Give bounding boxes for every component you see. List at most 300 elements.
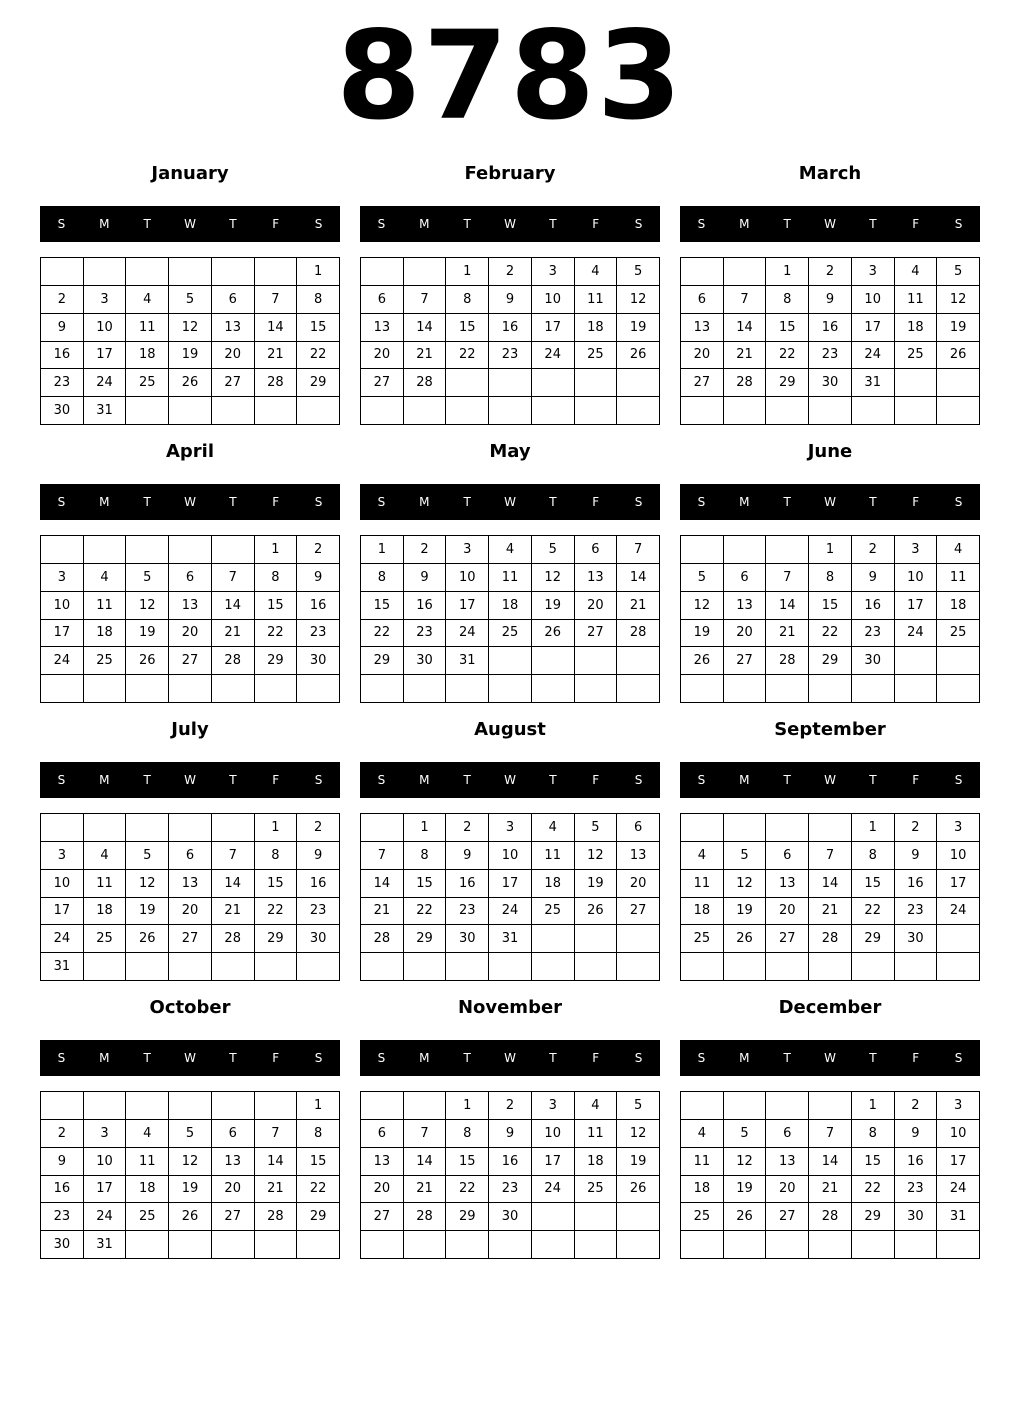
weekday-header [360,1040,660,1076]
day-cell: 11 [489,564,532,592]
day-cell: 25 [126,369,169,397]
weekday-label: T [463,773,471,787]
day-cell: 22 [361,620,404,648]
day-cell [681,397,724,425]
day-cell: 8 [809,564,852,592]
day-cell: 22 [297,1176,340,1204]
day-grid [360,257,660,425]
day-cell: 1 [297,1092,340,1120]
weekday-label: S [314,495,323,509]
day-cell [297,953,340,981]
day-cell: 3 [489,814,532,842]
day-cell: 19 [169,342,212,370]
day-cell [937,647,980,675]
day-cell: 11 [84,592,127,620]
day-cell: 3 [532,258,575,286]
month-name: April [165,441,215,462]
day-cell: 25 [489,620,532,648]
weekday-label: S [57,1051,66,1065]
day-cell: 8 [446,1120,489,1148]
weekday-label: T [229,217,237,231]
weekday-label: F [272,773,280,787]
day-cell [361,1092,404,1120]
day-cell: 14 [766,592,809,620]
month-name: January [151,163,229,184]
day-cell: 6 [575,536,618,564]
day-cell: 6 [724,564,767,592]
day-cell: 19 [126,898,169,926]
day-cell: 13 [724,592,767,620]
day-cell [84,953,127,981]
day-cell [575,925,618,953]
day-cell: 4 [681,1120,724,1148]
day-cell: 1 [852,1092,895,1120]
day-cell: 14 [809,1148,852,1176]
day-grid [680,535,980,703]
day-cell [489,647,532,675]
day-cell: 2 [895,814,938,842]
weekday-header [680,206,980,242]
weekday-label: F [272,217,280,231]
day-cell: 29 [297,369,340,397]
weekday-label: S [697,217,706,231]
day-cell: 26 [532,620,575,648]
weekday-label: T [463,495,471,509]
day-cell [724,1092,767,1120]
day-cell [724,1231,767,1259]
day-cell: 22 [297,342,340,370]
day-cell: 11 [937,564,980,592]
month-name: May [489,441,531,462]
day-cell: 24 [937,898,980,926]
day-cell: 12 [532,564,575,592]
day-cell: 17 [532,314,575,342]
day-cell: 12 [575,842,618,870]
day-cell: 1 [404,814,447,842]
day-cell: 29 [446,1203,489,1231]
day-cell: 6 [169,564,212,592]
day-cell [724,397,767,425]
day-cell: 2 [41,286,84,314]
day-cell: 17 [489,870,532,898]
day-cell: 9 [895,1120,938,1148]
day-cell: 9 [489,1120,532,1148]
weekday-label: T [229,1051,237,1065]
day-cell: 1 [852,814,895,842]
month-name: July [171,719,209,740]
day-cell [617,369,660,397]
day-cell: 8 [852,842,895,870]
day-cell: 9 [297,564,340,592]
day-cell: 17 [937,1148,980,1176]
day-cell: 20 [575,592,618,620]
day-cell [895,369,938,397]
day-grid [40,813,340,981]
day-cell: 10 [41,592,84,620]
day-cell: 16 [895,1148,938,1176]
day-cell: 6 [766,1120,809,1148]
weekday-header [360,762,660,798]
day-cell: 16 [404,592,447,620]
weekday-label: M [739,495,750,509]
day-cell: 18 [84,898,127,926]
day-cell: 7 [404,286,447,314]
day-cell [84,536,127,564]
weekday-label: W [504,773,516,787]
day-cell: 11 [681,870,724,898]
day-cell: 15 [255,870,298,898]
day-cell [937,953,980,981]
weekday-label: T [783,1051,791,1065]
day-cell [809,953,852,981]
day-cell [446,953,489,981]
day-cell [681,953,724,981]
day-cell: 25 [532,898,575,926]
day-cell: 16 [41,1176,84,1204]
day-cell: 2 [297,814,340,842]
weekday-label: S [697,773,706,787]
day-cell: 9 [41,1148,84,1176]
day-cell: 7 [255,1120,298,1148]
day-cell: 17 [852,314,895,342]
day-cell: 20 [212,1176,255,1204]
day-cell: 12 [617,286,660,314]
weekday-label: T [783,217,791,231]
month-name: June [807,441,853,462]
day-cell [575,369,618,397]
day-cell: 21 [404,342,447,370]
day-cell [937,369,980,397]
weekday-label: S [314,217,323,231]
day-cell: 4 [575,1092,618,1120]
day-cell: 21 [809,1176,852,1204]
day-cell: 12 [724,870,767,898]
day-cell [255,1092,298,1120]
day-cell [169,1231,212,1259]
day-cell: 1 [297,258,340,286]
day-cell: 23 [41,369,84,397]
day-cell [361,397,404,425]
weekday-label: S [377,773,386,787]
day-cell: 10 [41,870,84,898]
day-cell: 21 [404,1176,447,1204]
day-cell: 22 [809,620,852,648]
day-cell [255,397,298,425]
day-cell: 17 [532,1148,575,1176]
day-cell: 23 [895,898,938,926]
day-cell: 3 [532,1092,575,1120]
day-cell [617,953,660,981]
weekday-label: W [504,217,516,231]
day-cell: 1 [255,536,298,564]
day-cell [724,258,767,286]
day-cell [681,675,724,703]
day-cell: 24 [895,620,938,648]
day-cell: 5 [169,1120,212,1148]
day-cell: 2 [809,258,852,286]
day-cell: 21 [361,898,404,926]
day-cell: 9 [809,286,852,314]
day-cell [126,814,169,842]
day-grid [680,813,980,981]
day-cell [84,1092,127,1120]
day-cell: 11 [575,286,618,314]
day-cell: 15 [852,870,895,898]
day-cell [212,258,255,286]
day-cell: 18 [575,1148,618,1176]
day-cell [297,675,340,703]
day-grid [360,535,660,703]
day-cell [212,675,255,703]
day-cell [575,953,618,981]
day-cell: 7 [361,842,404,870]
weekday-header [360,484,660,520]
day-cell: 10 [84,1148,127,1176]
day-cell: 21 [255,1176,298,1204]
day-cell: 22 [255,620,298,648]
day-cell [532,397,575,425]
weekday-header [40,762,340,798]
day-cell: 24 [489,898,532,926]
weekday-label: W [824,217,836,231]
day-cell [84,814,127,842]
weekday-label: S [697,495,706,509]
day-cell [255,1231,298,1259]
weekday-header [40,484,340,520]
day-cell: 16 [809,314,852,342]
day-cell: 20 [212,342,255,370]
day-cell: 22 [446,1176,489,1204]
day-cell: 28 [809,925,852,953]
day-cell: 28 [255,1203,298,1231]
day-cell [532,1231,575,1259]
day-cell: 15 [446,314,489,342]
day-cell: 15 [404,870,447,898]
weekday-label: T [143,773,151,787]
day-cell: 19 [617,1148,660,1176]
day-cell: 13 [766,1148,809,1176]
day-cell [169,258,212,286]
day-cell: 16 [852,592,895,620]
day-cell: 7 [724,286,767,314]
year-title: 8783 [336,5,684,147]
day-cell [41,675,84,703]
day-cell: 30 [852,647,895,675]
day-cell [297,1231,340,1259]
day-cell: 24 [446,620,489,648]
day-cell [489,1231,532,1259]
day-cell: 30 [446,925,489,953]
weekday-label: T [869,495,877,509]
weekday-label: S [954,495,963,509]
day-cell: 23 [489,1176,532,1204]
weekday-label: W [504,1051,516,1065]
day-cell [852,675,895,703]
day-cell: 21 [617,592,660,620]
weekday-header [680,484,980,520]
day-cell: 8 [446,286,489,314]
weekday-label: S [954,1051,963,1065]
day-cell: 10 [532,286,575,314]
day-cell: 13 [169,870,212,898]
day-cell [724,953,767,981]
day-cell: 28 [809,1203,852,1231]
day-cell [532,675,575,703]
day-cell: 8 [361,564,404,592]
day-cell: 16 [446,870,489,898]
day-cell [126,675,169,703]
day-cell: 6 [361,1120,404,1148]
day-cell: 29 [809,647,852,675]
weekday-label: M [739,773,750,787]
day-cell: 21 [255,342,298,370]
day-cell: 12 [724,1148,767,1176]
day-cell: 15 [255,592,298,620]
weekday-label: M [99,773,110,787]
day-cell: 28 [212,647,255,675]
day-cell: 29 [404,925,447,953]
day-cell [84,675,127,703]
day-cell: 10 [852,286,895,314]
day-cell: 6 [169,842,212,870]
weekday-label: S [314,1051,323,1065]
day-cell: 13 [361,314,404,342]
day-cell [169,675,212,703]
day-cell: 12 [937,286,980,314]
day-cell: 8 [255,564,298,592]
day-cell: 2 [895,1092,938,1120]
day-cell: 3 [84,1120,127,1148]
day-cell: 27 [169,647,212,675]
day-cell: 5 [724,1120,767,1148]
weekday-label: T [783,495,791,509]
day-cell: 15 [766,314,809,342]
day-cell [212,1231,255,1259]
day-cell [937,1231,980,1259]
day-cell: 5 [575,814,618,842]
day-cell: 18 [895,314,938,342]
weekday-label: F [272,1051,280,1065]
day-cell [84,258,127,286]
day-cell [126,1092,169,1120]
weekday-label: W [184,495,196,509]
day-cell [852,397,895,425]
day-cell: 24 [84,369,127,397]
day-cell: 13 [169,592,212,620]
day-cell: 8 [297,1120,340,1148]
weekday-label: T [143,217,151,231]
day-cell [212,814,255,842]
day-cell [575,1203,618,1231]
day-cell: 19 [937,314,980,342]
day-cell: 25 [937,620,980,648]
day-cell: 28 [404,1203,447,1231]
day-cell: 3 [937,1092,980,1120]
day-cell: 7 [809,1120,852,1148]
day-cell: 4 [681,842,724,870]
day-cell: 11 [126,1148,169,1176]
day-cell: 2 [489,1092,532,1120]
day-cell: 21 [724,342,767,370]
day-cell: 15 [809,592,852,620]
day-cell [361,953,404,981]
weekday-label: F [592,495,600,509]
day-cell: 22 [852,1176,895,1204]
day-cell: 19 [724,1176,767,1204]
weekday-label: S [57,773,66,787]
day-cell [212,953,255,981]
day-cell: 24 [852,342,895,370]
day-cell [575,1231,618,1259]
day-cell: 2 [446,814,489,842]
day-cell [681,536,724,564]
day-cell: 19 [532,592,575,620]
day-cell [489,675,532,703]
day-cell: 18 [532,870,575,898]
weekday-label: S [954,773,963,787]
day-cell: 14 [212,592,255,620]
weekday-label: F [592,773,600,787]
weekday-label: T [549,217,557,231]
day-cell: 24 [84,1203,127,1231]
day-cell: 2 [489,258,532,286]
day-cell [361,814,404,842]
day-cell: 18 [126,342,169,370]
day-cell: 21 [212,898,255,926]
day-cell: 11 [84,870,127,898]
day-cell: 27 [169,925,212,953]
day-cell: 27 [766,925,809,953]
day-cell: 26 [169,1203,212,1231]
day-cell: 26 [617,342,660,370]
day-cell [297,397,340,425]
day-cell: 11 [895,286,938,314]
day-cell: 30 [895,1203,938,1231]
day-cell: 31 [41,953,84,981]
weekday-label: F [912,217,920,231]
day-cell: 1 [766,258,809,286]
day-cell [489,953,532,981]
day-cell: 5 [681,564,724,592]
day-cell: 10 [532,1120,575,1148]
weekday-label: S [634,1051,643,1065]
day-cell: 17 [41,898,84,926]
day-cell: 14 [255,314,298,342]
day-cell: 4 [84,842,127,870]
day-cell: 13 [212,314,255,342]
day-cell [937,675,980,703]
day-cell: 29 [852,925,895,953]
day-cell: 14 [724,314,767,342]
day-cell: 5 [617,258,660,286]
day-cell: 7 [617,536,660,564]
weekday-label: S [377,1051,386,1065]
day-cell: 17 [937,870,980,898]
day-cell: 17 [84,342,127,370]
day-cell: 23 [489,342,532,370]
day-cell: 20 [361,1176,404,1204]
weekday-label: T [229,495,237,509]
day-cell: 8 [404,842,447,870]
weekday-label: W [504,495,516,509]
day-cell: 26 [126,925,169,953]
day-cell: 10 [84,314,127,342]
day-cell: 4 [937,536,980,564]
day-cell: 6 [766,842,809,870]
day-cell [809,814,852,842]
day-cell [617,925,660,953]
weekday-label: M [99,1051,110,1065]
